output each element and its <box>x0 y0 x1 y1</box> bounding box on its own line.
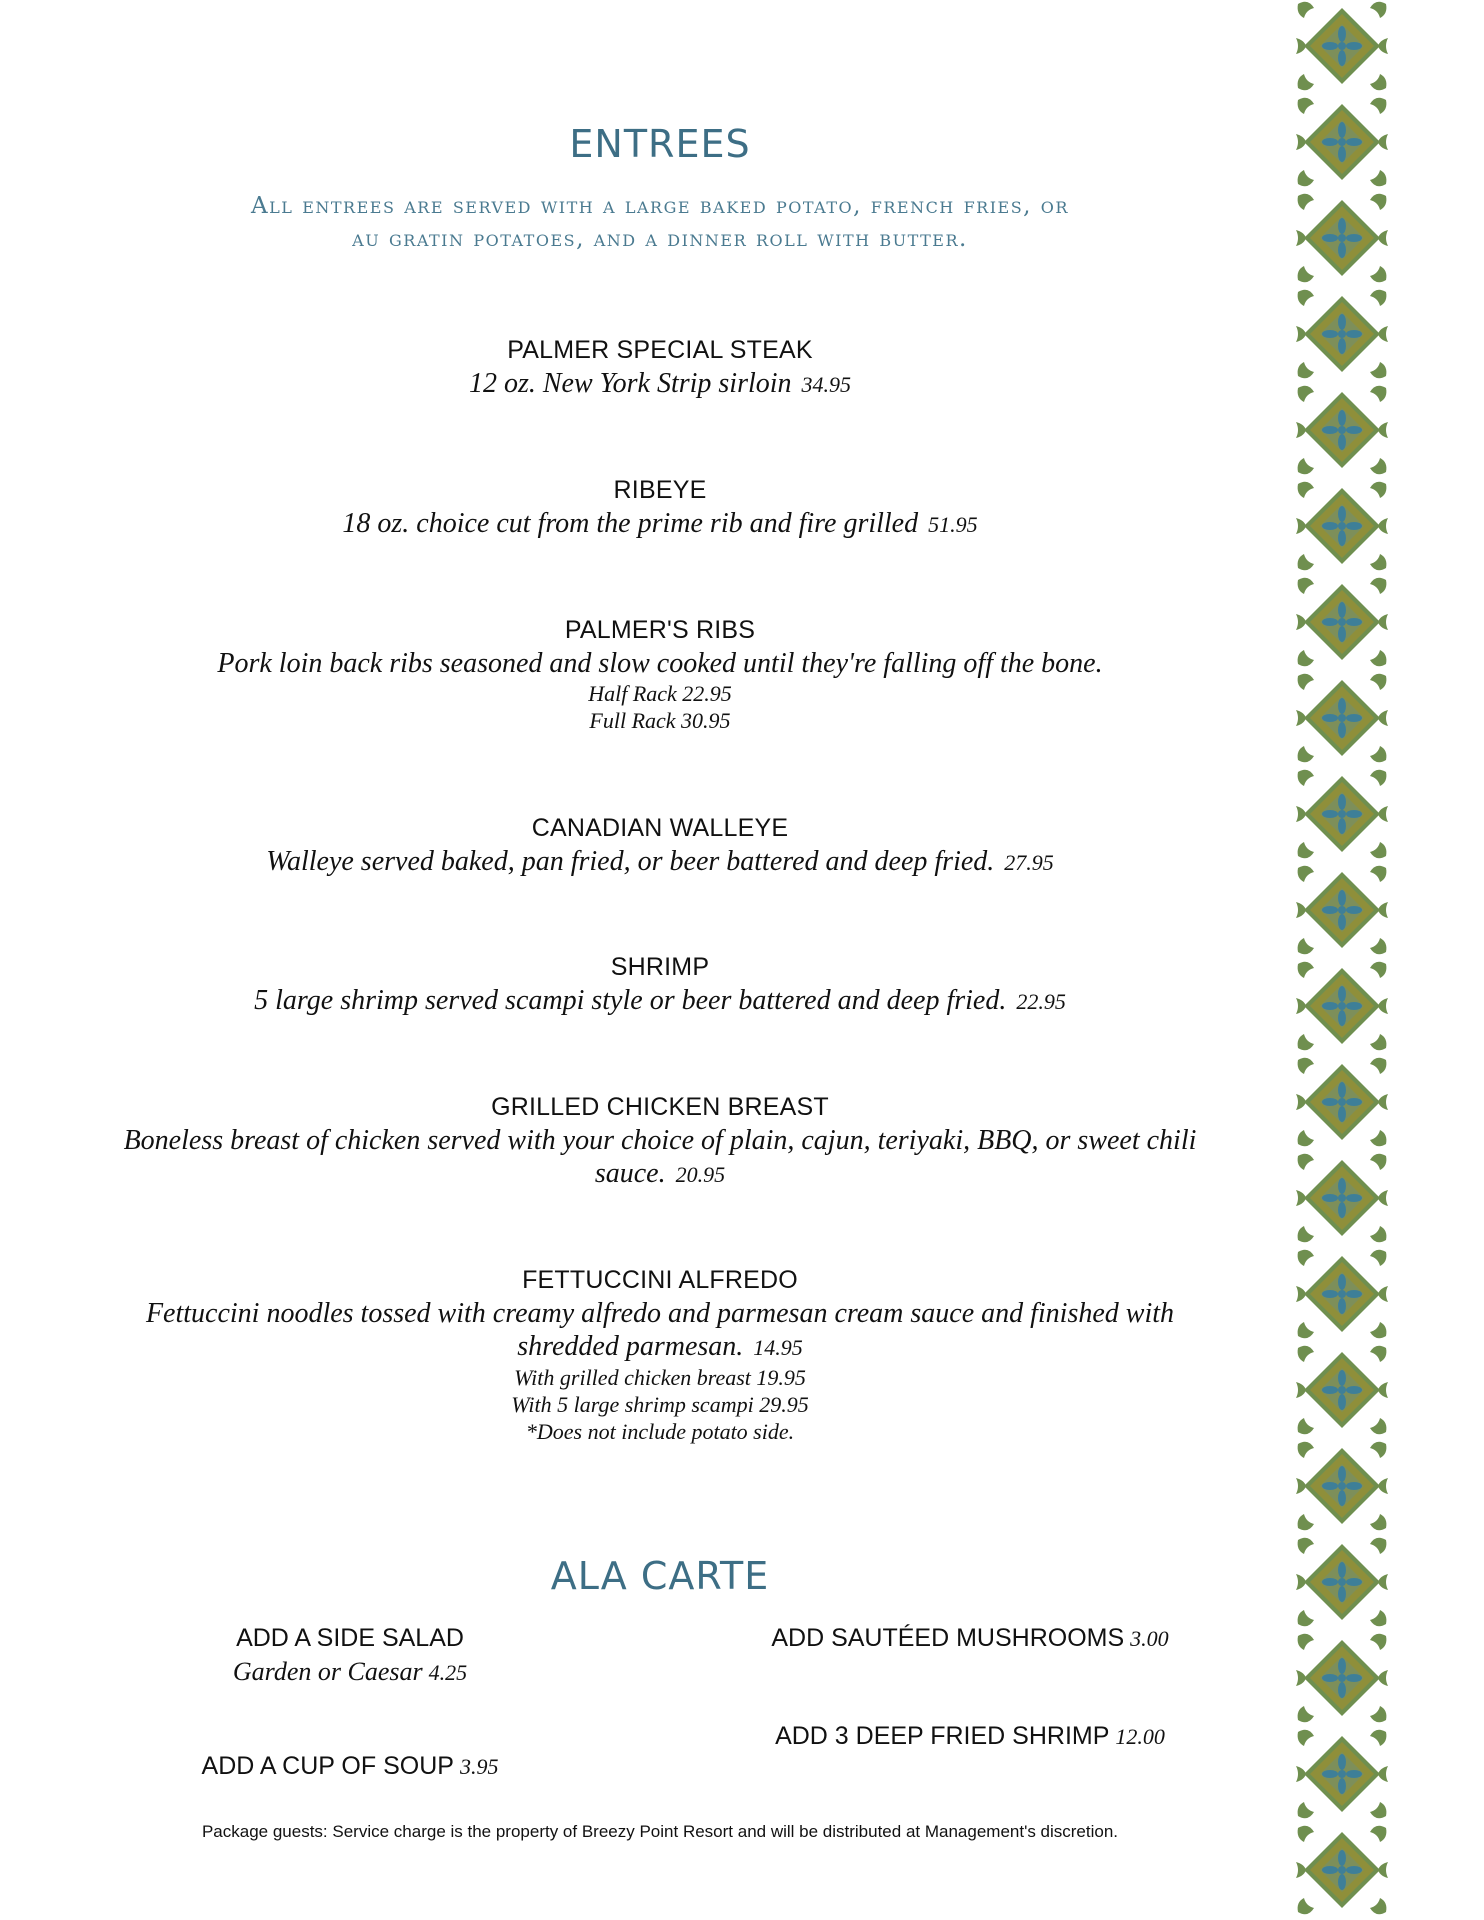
item-name: FETTUCCINI ALFREDO <box>522 1266 798 1294</box>
item-name: PALMER'S RIBS <box>564 616 756 644</box>
item-price-option: Full Rack 30.95 <box>589 708 731 733</box>
item-desc-text: sauce. <box>594 1158 666 1189</box>
alacarte-title: ALA CARTE <box>550 1554 770 1598</box>
entrees-subtitle <box>60 190 1260 256</box>
item-price: 34.95 <box>801 372 852 397</box>
alacarte-item-description <box>150 1655 550 1689</box>
entrees-subtitle-line2: au gratin potatoes, and a dinner roll with butter. <box>352 226 968 252</box>
item-description-line1: Boneless breast of chicken served with your choice of plain, cajun, teriyaki, BBQ, or sweet chili <box>123 1125 1197 1156</box>
item-description <box>80 367 1240 401</box>
alacarte-price: 3.95 <box>459 1754 499 1779</box>
alacarte-item-name: ADD A SIDE SALAD <box>236 1624 464 1652</box>
item-description-line2 <box>80 1330 1240 1364</box>
entrees-subtitle-line1: All entrees are served with a large baked potato, french fries, or <box>251 193 1069 219</box>
item-name: RIBEYE <box>613 476 707 504</box>
alacarte-item-line <box>150 1750 550 1783</box>
item-description <box>80 984 1240 1018</box>
alacarte-item-line <box>720 1720 1220 1753</box>
item-price: 22.95 <box>1016 989 1066 1014</box>
item-price: 20.95 <box>675 1162 726 1187</box>
alacarte-price: 4.25 <box>428 1660 468 1685</box>
alacarte-fried-shrimp <box>720 1720 1220 1753</box>
alacarte-item-name: ADD SAUTÉED MUSHROOMS <box>771 1624 1125 1652</box>
item-desc-text: Walleye served baked, pan fried, or beer battered and deep fried. <box>266 846 995 877</box>
entrees-title: ENTREES <box>569 122 751 166</box>
item-name: PALMER SPECIAL STEAK <box>507 336 813 364</box>
alacarte-side-salad <box>150 1622 550 1689</box>
item-description: Pork loin back ribs seasoned and slow cooked until they're falling off the bone. <box>217 648 1103 679</box>
item-price-option: With 5 large shrimp scampi 29.95 <box>511 1392 809 1417</box>
menu-item <box>80 812 1240 879</box>
alacarte-price: 12.00 <box>1115 1724 1165 1749</box>
alacarte-item-name: ADD 3 DEEP FRIED SHRIMP <box>775 1722 1110 1750</box>
item-desc-text: 12 oz. New York Strip sirloin <box>468 368 792 399</box>
footer-note: Package guests: Service charge is the property of Breezy Point Resort and will be distributed at Management's discretion. <box>201 1822 1119 1841</box>
menu-item <box>80 614 1240 734</box>
menu-item <box>80 1264 1240 1445</box>
alacarte-item-line <box>720 1622 1220 1655</box>
menu-item <box>80 951 1240 1018</box>
item-price-option: With grilled chicken breast 19.95 <box>514 1365 806 1390</box>
item-price: 27.95 <box>1004 850 1054 875</box>
item-desc-text: 5 large shrimp served scampi style or beer battered and deep fried. <box>254 985 1007 1016</box>
item-desc-text: shredded parmesan. <box>517 1331 744 1362</box>
item-name: GRILLED CHICKEN BREAST <box>491 1093 829 1121</box>
item-price: 14.95 <box>753 1335 803 1360</box>
item-description-line2 <box>80 1157 1240 1191</box>
item-name: CANADIAN WALLEYE <box>531 814 789 842</box>
item-price: 51.95 <box>928 512 978 537</box>
menu-item <box>80 1091 1240 1191</box>
item-price-option: Half Rack 22.95 <box>588 681 732 706</box>
item-name: SHRIMP <box>610 953 710 981</box>
menu-item <box>80 474 1240 541</box>
item-note: *Does not include potato side. <box>525 1419 795 1444</box>
menu-item <box>80 334 1240 401</box>
item-description-line1: Fettuccini noodles tossed with creamy alfredo and parmesan cream sauce and finished with <box>145 1298 1175 1329</box>
item-description <box>80 845 1240 879</box>
border-pattern <box>1294 0 1390 1920</box>
item-desc-text: 18 oz. choice cut from the prime rib and fire grilled <box>342 508 919 539</box>
alacarte-mushrooms <box>720 1622 1220 1655</box>
item-description <box>80 507 1240 541</box>
alacarte-price: 3.00 <box>1130 1626 1169 1651</box>
alacarte-soup <box>150 1750 550 1783</box>
alacarte-desc-text: Garden or Caesar <box>232 1657 423 1686</box>
decorative-border <box>1294 0 1390 1920</box>
alacarte-item-name: ADD A CUP OF SOUP <box>201 1752 454 1780</box>
